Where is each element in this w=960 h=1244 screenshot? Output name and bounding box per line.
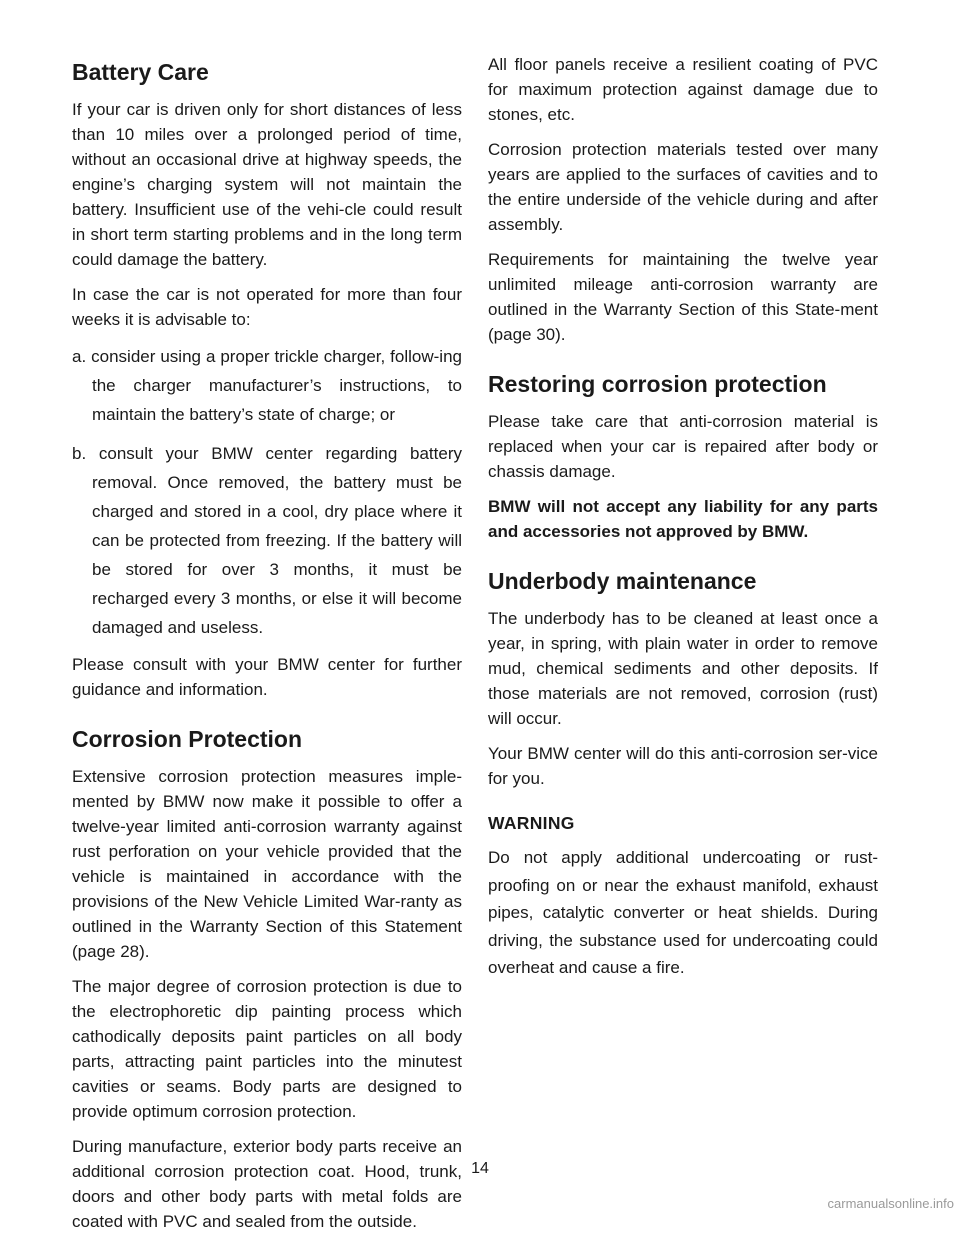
battery-care-heading: Battery Care xyxy=(72,59,209,85)
corrosion-protection-heading: Corrosion Protection xyxy=(72,726,303,752)
restoring-corrosion-heading: Restoring corrosion protection xyxy=(488,371,827,397)
floor-panels-paragraph: All floor panels receive a resilient coating of PVC for maximum protection against damage due to stones, etc. xyxy=(488,55,878,124)
warning-text: Do not apply additional undercoating or rust-proofing on or near the exhaust manifold, exhaust pipes, catalytic converter or heat shields. During driving, the substance used for undercoating could overheat and cause a fire. xyxy=(488,848,878,977)
left-column xyxy=(72,52,462,1244)
warranty-requirements-paragraph: Requirements for maintaining the twelve year unlimited mileage anti-corrosion warranty are outlined in the Warranty Section of this State-ment (page 30). xyxy=(488,250,878,344)
protection-materials-paragraph: Corrosion protection materials tested over many years are applied to the surfaces of cavities and to the entire underside of the vehicle during and after assembly. xyxy=(488,140,878,234)
corrosion-paragraph-2: The major degree of corrosion protection is due to the electrophoretic dip painting process which cathodically deposits paint particles on all body parts, attracting paint particles into the minutest cavities or seams. Body parts are designed to provide optimum corrosion protection. xyxy=(72,977,462,1121)
battery-list-item-b: b. consult your BMW center regarding battery removal. Once removed, the battery must be charged and stored in a cool, dry place where it can be protected from freezing. If the battery will be stored for over 3 months, it must be recharged every 3 months, or else it will become damaged and useless. xyxy=(72,444,462,637)
battery-paragraph-2: In case the car is not operated for more than four weeks it is advisable to: xyxy=(72,285,462,329)
corrosion-paragraph-3: During manufacture, exterior body parts receive an additional corrosion protection coat. Hood, trunk, doors and other body parts with metal folds are coated with PVC and sealed from the outside. xyxy=(72,1137,462,1231)
warning-heading: WARNING xyxy=(488,813,575,833)
restoring-paragraph: Please take care that anti-corrosion material is replaced when your car is repaired after body or chassis damage. xyxy=(488,412,878,481)
battery-paragraph-3: Please consult with your BMW center for further guidance and information. xyxy=(72,655,462,699)
corrosion-paragraph-1: Extensive corrosion protection measures imple-mented by BMW now make it possible to offer a twelve-year limited anti-corrosion warranty against rust perforation on your vehicle provided that the vehicle is maintained in accordance with the provisions of the New Vehicle Limited War-ranty as outlined in the Warranty Section of this Statement (page 28). xyxy=(72,767,462,961)
battery-list-item-a: a. consider using a proper trickle charger, follow-ing the charger manufacturer’s instructions, to maintain the battery’s state of charge; or xyxy=(72,347,462,424)
underbody-maintenance-heading: Underbody maintenance xyxy=(488,568,757,594)
watermark-link[interactable]: carmanualsonline.info xyxy=(827,1196,954,1211)
page-number: 14 xyxy=(471,1160,489,1177)
liability-notice: BMW will not accept any liability for any parts and accessories not approved by BMW. xyxy=(488,497,878,541)
underbody-paragraph-2: Your BMW center will do this anti-corrosion ser-vice for you. xyxy=(488,744,878,788)
underbody-paragraph-1: The underbody has to be cleaned at least once a year, in spring, with plain water in order to remove mud, chemical sediments and other deposits. If those materials are not removed, corrosion (rust) will occur. xyxy=(488,609,878,728)
right-column xyxy=(488,52,878,992)
battery-paragraph-1: If your car is driven only for short distances of less than 10 miles over a prolonged period of time, without an occasional drive at highway speeds, the engine’s charging system will not maintain the battery. Insufficient use of the vehi-cle could result in short term starting problems and in the long term could damage the battery. xyxy=(72,100,462,269)
